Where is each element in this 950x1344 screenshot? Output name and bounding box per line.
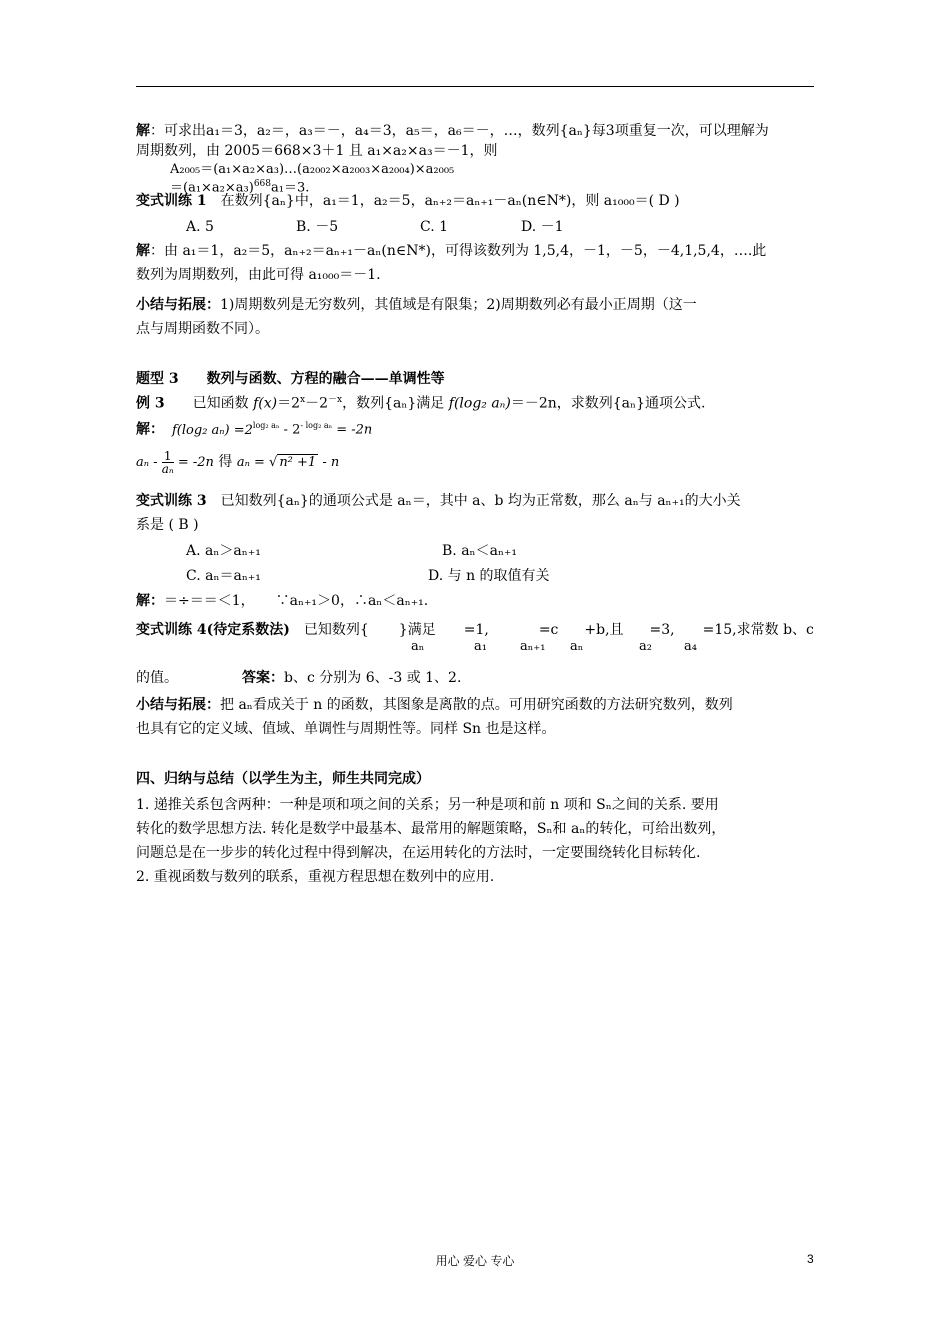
exercise-3-text: 已知数列{aₙ}的通项公式是 aₙ＝，其中 a、b 均为正常数，那么 aₙ与 aₙ₊₁的大小关 (206, 493, 741, 509)
exercise-4-t2: }满足 (398, 622, 436, 638)
solution-1-line-1 (136, 124, 769, 138)
section-4-p1-line-3: 问题总是在一步步的转化过程中得到解决，在运用转化的方法时，一定要围绕转化目标转化. (136, 845, 701, 861)
exercise-1 (136, 194, 680, 208)
topic-3-title: 题型 3 数列与函数、方程的融合——单调性等 (136, 371, 445, 387)
solution-label: 解： (136, 421, 164, 438)
eq2-minus-n: - n (318, 455, 340, 470)
function-f: f(x) (253, 395, 278, 412)
solution-2-line-2: 数列为周期数列，由此可得 a₁₀₀₀＝－1. (136, 267, 381, 283)
fraction-denominator: aₙ (161, 462, 174, 476)
exercise-4-t6: =3, (649, 622, 675, 638)
function-f-log: f(log₂ aₙ) (448, 395, 511, 412)
eq1-exp2: - log₂ aₙ (300, 421, 333, 430)
exercise-4-sym-an2: aₙ (570, 639, 584, 654)
exercise-3-option-a: A. aₙ＞aₙ₊₁ (186, 543, 261, 559)
exercise-1-option-d: D. －1 (521, 219, 564, 235)
summary-2-text: 把 aₙ看成关于 n 的函数，其图象是离散的点。可用研究函数的方法研究数列，数列 (220, 697, 733, 713)
example-3-t2: ＝2 (277, 395, 301, 412)
eq2-lhs: aₙ - (136, 455, 162, 470)
answer-text: b、c 分别为 6、-3 或 1、2. (284, 670, 462, 686)
solution-3-eq-2 (136, 450, 339, 475)
section-4-p1-line-1: 1. 递推关系包含两种：一种是项和项之间的关系；另一种是项和前 n 项和 Sₙ之间的关系. 要用 (136, 797, 719, 813)
solution-1-line-3: A₂₀₀₅＝(a₁×a₂×a₃)…(a₂₀₀₂×a₂₀₀₃×a₂₀₀₄)×a₂₀₀₅ (170, 162, 455, 177)
exponent-neg-x: －x (328, 395, 343, 405)
solution-label: 解 (136, 123, 150, 139)
exercise-4-tail: 的值。 (136, 670, 178, 686)
solution-3-eq-1 (136, 422, 372, 437)
solution-4-text: ＝÷＝＝＜1， ∵aₙ₊₁＞0，∴aₙ＜aₙ₊₁. (164, 593, 429, 609)
exercise-4-sym-an: aₙ (411, 639, 425, 654)
summary-label: 小结与拓展： (136, 697, 220, 713)
example-3-t4: ，数列{aₙ}满足 (342, 395, 449, 412)
exercise-3-line-2: 系是 ( B ) (136, 517, 199, 533)
exercise-3-label: 变式训练 3 (136, 493, 207, 509)
exercise-3-line-1 (136, 494, 741, 508)
eq1-minus: - 2 (279, 422, 301, 438)
summary-2-line-2: 也具有它的定义域、值域、单调性与周期性等。同样 Sn 也是这样。 (136, 721, 556, 737)
sqrt-body: n² +1 (279, 455, 317, 470)
summary-1-line-1 (136, 298, 697, 312)
eq1-rhs: = -2n (332, 422, 373, 438)
exercise-1-option-b: B. －5 (296, 219, 339, 235)
exercise-4-sym-a1: a₁ (474, 639, 487, 654)
summary-2-line-1 (136, 698, 733, 712)
exercise-1-option-c: C. 1 (420, 219, 449, 235)
footer-center: 用心 爱心 专心 (435, 1254, 515, 1268)
exercise-4-sym-a2: a₂ (639, 639, 652, 654)
summary-1-text: 1)周期数列是无穷数列，其值域是有限集；2)周期数列必有最小正周期（这一 (220, 297, 697, 313)
solution-1-line-2: 周期数列，由 2005＝668×3＋1 且 a₁×a₂×a₃＝－1，则 (136, 143, 498, 159)
exercise-4-line-1 (136, 623, 814, 637)
section-4-p2: 2. 重视函数与数列的联系，重视方程思想在数列中的应用. (136, 869, 495, 885)
page-number: 3 (807, 1252, 814, 1266)
exercise-1-text: 在数列{aₙ}中，a₁＝1，a₂＝5，aₙ₊₂＝aₙ₊₁－aₙ(n∈N*)，则 a₁₀₀₀＝( D ) (206, 193, 680, 209)
exercise-1-label: 变式训练 1 (136, 193, 207, 209)
solution-2-line-1 (136, 244, 766, 258)
exercise-4-t5: +b,且 (584, 622, 624, 638)
solution-label: 解 (136, 243, 150, 259)
solution-label: 解： (136, 593, 164, 609)
exercise-4-t7: =15,求常数 b、c (702, 622, 814, 638)
exercise-4-sym-a4: a₄ (684, 639, 697, 654)
example-3-t3: －2 (305, 395, 329, 412)
eq1-lhs: f(log₂ aₙ) =2 (172, 422, 253, 438)
sqrt-sign: √ (269, 455, 278, 470)
exercise-4-t4: =c (538, 622, 559, 638)
example-3-t1: 已知函数 (164, 395, 254, 412)
line4-part-a: ＝(a₁×a₂×a₃) (170, 180, 254, 196)
line4-exponent: 668 (253, 179, 272, 189)
answer-label: 答案： (242, 670, 284, 686)
eq2-de: 得 (213, 454, 237, 470)
section-4-p1-line-2: 转化的数学思想方法. 转化是数学中最基本、最常用的解题策略，Sₙ和 aₙ的转化，可给出数列， (136, 821, 726, 837)
example-3-t5: ＝－2n，求数列{aₙ}通项公式. (510, 395, 706, 412)
line4-part-b: a₁＝3. (271, 180, 310, 196)
exercise-4-label: 变式训练 4(待定系数法) (136, 622, 290, 638)
exercise-4-sym-an1: aₙ₊₁ (520, 639, 546, 654)
solution-4 (136, 594, 428, 608)
example-3-label: 例 3 (136, 395, 165, 412)
summary-label: 小结与拓展： (136, 297, 220, 313)
section-4-title: 四、归纳与总结（以学生为主，师生共同完成） (136, 771, 430, 787)
exponent-x: x (300, 395, 306, 405)
fraction (162, 450, 174, 475)
example-3 (136, 396, 705, 411)
exercise-3-option-c: C. aₙ＝aₙ₊₁ (186, 568, 261, 584)
summary-1-line-2: 点与周期函数不同）。 (136, 321, 269, 337)
exercise-1-option-a: A. 5 (186, 219, 214, 235)
header-rule (136, 86, 814, 87)
exercise-3-option-d: D. 与 n 的取值有关 (428, 568, 550, 584)
exercise-4-line-2 (136, 671, 461, 685)
exercise-3-option-b: B. aₙ＜aₙ₊₁ (442, 543, 517, 559)
solution-2-text: ：由 a₁＝1，a₂＝5，aₙ₊₂＝aₙ₊₁－aₙ(n∈N*)，可得该数列为 1,5,4，－1，－5，－4,1,5,4，….此 (150, 243, 767, 259)
eq2-rhs: = -2n (173, 455, 214, 470)
exercise-4-t1: 已知数列{ (289, 622, 369, 638)
exercise-4-t3: =1, (463, 622, 489, 638)
solution-1-text: ：可求出a₁＝3，a₂＝，a₃＝－，a₄＝3，a₅＝，a₆＝－，…，数列{aₙ}每3项重复一次，可以理解为 (150, 123, 769, 139)
eq1-exp1: log₂ aₙ (252, 421, 280, 430)
fraction-numerator: 1 (162, 450, 174, 463)
eq2-an: aₙ = (236, 455, 270, 470)
